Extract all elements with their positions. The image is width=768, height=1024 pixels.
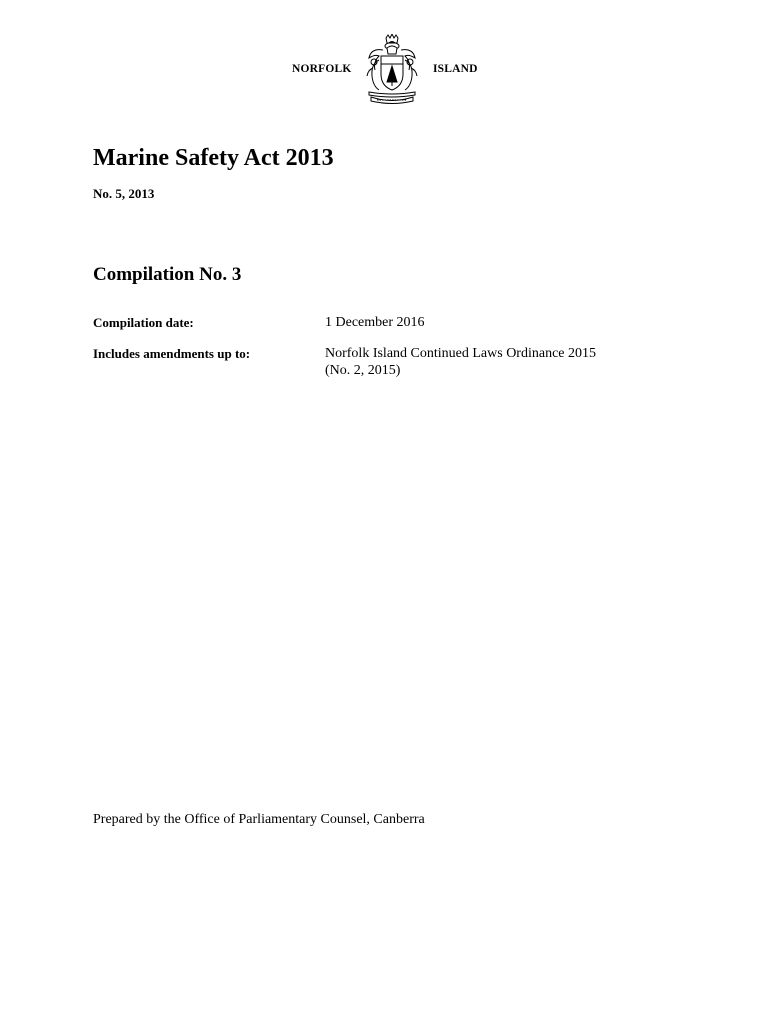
compilation-date-value: 1 December 2016 [325, 315, 425, 330]
header-word-island: ISLAND [433, 63, 478, 75]
compilation-heading: Compilation No. 3 [93, 264, 242, 285]
amendments-label: Includes amendments up to: [93, 346, 251, 361]
prepared-by-note: Prepared by the Office of Parliamentary Counsel, Canberra [93, 812, 425, 827]
amendments-value-line2: (No. 2, 2015) [325, 363, 401, 378]
header-word-norfolk: NORFOLK [292, 63, 352, 75]
act-number: No. 5, 2013 [93, 186, 155, 201]
compilation-date-label: Compilation date: [93, 315, 194, 330]
document-title: Marine Safety Act 2013 [93, 145, 334, 171]
amendments-value-line1: Norfolk Island Continued Laws Ordinance 2015 [325, 346, 596, 361]
coat-of-arms-icon [359, 34, 425, 104]
